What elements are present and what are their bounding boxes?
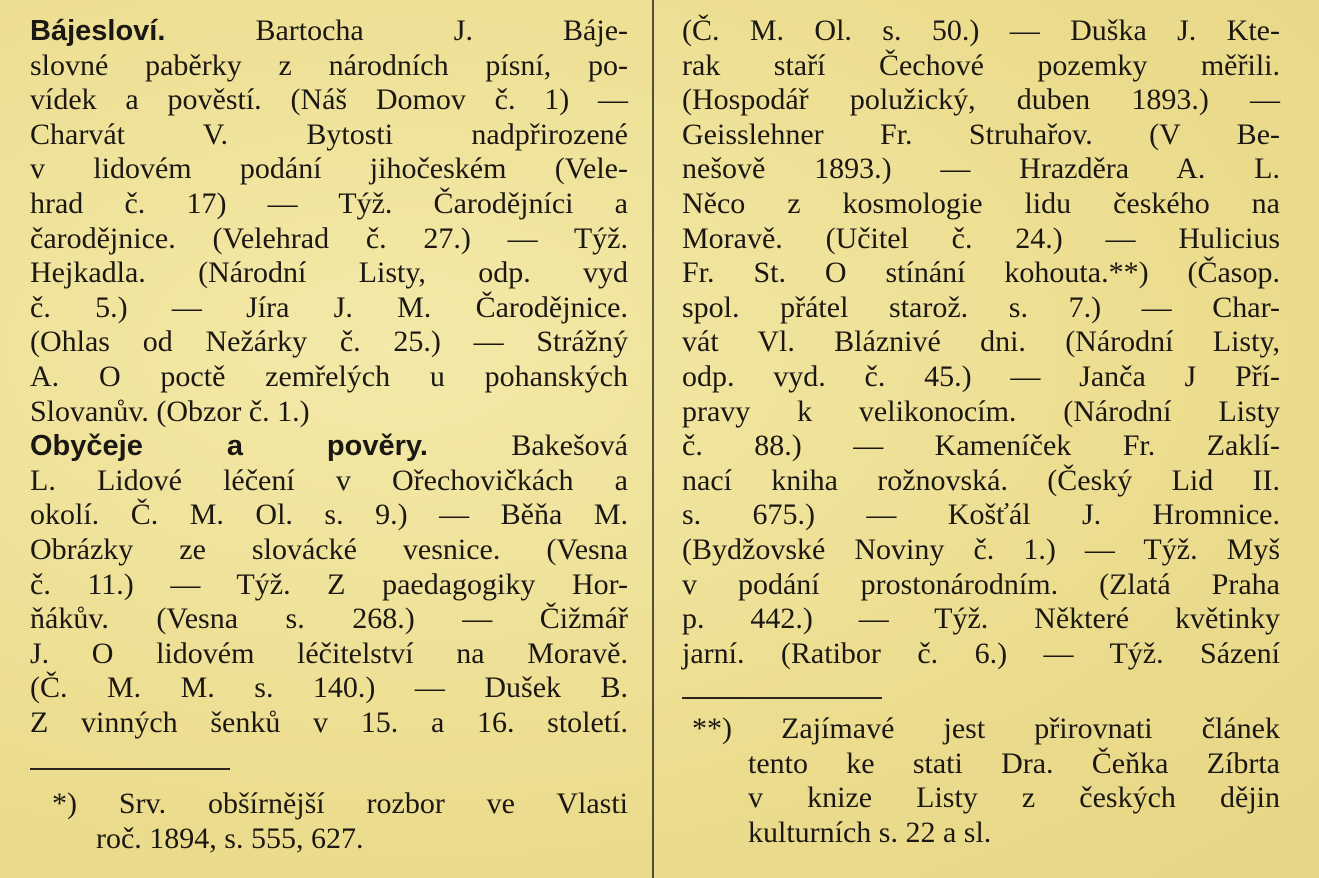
text-line: Něco z kosmologie lidu českého na [682,186,1280,220]
text-line: Z vinných šenků v 15. a 16. století. [30,705,628,739]
text-line: J. O lidovém léčitelství na Moravě. [30,636,628,670]
text-line: s. 675.) — Košťál J. Hromnice. [682,498,1280,532]
footnote-left [30,787,628,856]
text-line: spol. přátel starož. s. 7.) — Char- [682,290,1280,324]
text-line: rak staří Čechové pozemky měřili. [682,48,1280,82]
text-line: (Č. M. Ol. s. 50.) — Duška J. Kte- [682,14,1280,47]
text-line: v podání prostonárodním. (Zlatá Praha [682,567,1280,601]
text-line: odp. vyd. č. 45.) — Janča J Pří- [682,359,1280,393]
text-line: p. 442.) — Týž. Některé květinky [682,602,1280,636]
footnote-line: *) Srv. obšírnější rozbor ve Vlasti [52,787,628,820]
text-line: (Bydžovské Noviny č. 1.) — Týž. Myš [682,532,1280,566]
text-line: Moravě. (Učitel č. 24.) — Hulicius [682,221,1280,255]
text-line: (Č. M. M. s. 140.) — Dušek B. [30,671,628,705]
text-line: ňákův. (Vesna s. 268.) — Čižmář [30,602,628,636]
section-heading-bajeslovi: Bájesloví. [30,15,166,47]
footnote-right [682,712,1280,850]
footnote-line: v knize Listy z českých dějin [748,781,1280,815]
text-line: pravy k velikonocím. (Národní Listy [682,394,1280,428]
column-divider [652,0,654,878]
text-line: L. Lidové léčení v Ořechovičkách a [30,463,628,497]
footnote-rule-left [30,768,230,770]
text-line: jarní. (Ratibor č. 6.) — Týž. Sázení [682,636,1280,670]
right-column [682,14,1280,671]
text-line: vídek a pověstí. (Náš Domov č. 1) — [30,83,628,117]
text-line: Bájesloví. Bartocha J. Báje- [30,14,628,47]
text-line: slovné paběrky z národních písní, po- [30,48,628,82]
text-line: Geisslehner Fr. Struhařov. (V Be- [682,117,1280,151]
text-line: č. 5.) — Jíra J. M. Čarodějnice. [30,290,628,324]
text-line: č. 11.) — Týž. Z paedagogiky Hor- [30,567,628,601]
text-line: v lidovém podání jihočeském (Vele- [30,152,628,186]
footnote-line: kulturních s. 22 a sl. [748,815,992,849]
text-line: Obyčeje a pověry. Bakešová [30,429,628,463]
section-heading-obyceje: Obyčeje a pověry. [30,430,428,463]
text-line: nešově 1893.) — Hrazděra A. L. [682,152,1280,186]
text-line: A. O poctě zemřelých u pohanských [30,359,628,393]
text-line: čarodějnice. (Velehrad č. 27.) — Týž. [30,221,628,255]
footnote-line: roč. 1894, s. 555, 627. [96,821,364,855]
text-line: Hejkadla. (Národní Listy, odp. vyd [30,256,628,290]
text-line: Obrázky ze slovácké vesnice. (Vesna [30,532,628,566]
text-line: nací kniha rožnovská. (Český Lid II. [682,463,1280,497]
text-line: (Hospodář polužický, duben 1893.) — [682,83,1280,117]
text-line: okolí. Č. M. Ol. s. 9.) — Běňa M. [30,498,628,532]
text-line: Charvát V. Bytosti nadpřirozené [30,117,628,151]
text-line: č. 88.) — Kameníček Fr. Zaklí- [682,429,1280,463]
text-line: hrad č. 17) — Týž. Čarodějníci a [30,186,628,220]
text-line: vát Vl. Bláznivé dni. (Národní Listy, [682,325,1280,359]
text-line: Slovanův. (Obzor č. 1.) [30,394,310,428]
text-line: (Ohlas od Nežárky č. 25.) — Strážný [30,325,628,359]
text-line: Fr. St. O stínání kohouta.**) (Časop. [682,256,1280,290]
left-column [30,14,628,740]
footnote-line: **) Zajímavé jest přirovnati článek [692,712,1280,745]
footnote-rule-right [682,697,882,699]
footnote-line: tento ke stati Dra. Čeňka Zíbrta [748,746,1280,780]
